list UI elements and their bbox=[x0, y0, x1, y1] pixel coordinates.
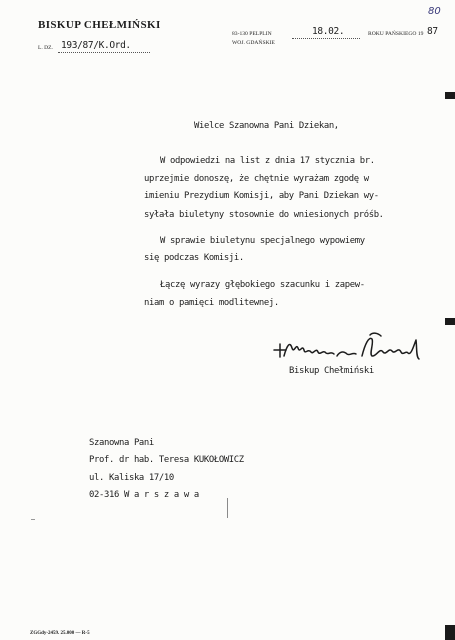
letterhead-place: 83-130 PELPLIN bbox=[232, 31, 272, 37]
body-line-6: się podczas Komisji. bbox=[144, 253, 244, 263]
address-line-2: Prof. dr hab. Teresa KUKOŁOWICZ bbox=[89, 455, 244, 465]
body-line-3: imieniu Prezydium Komisji, aby Pani Dziekan wy- bbox=[144, 191, 379, 201]
body-line-5: W sprawie biuletynu specjalnego wypowiemy bbox=[160, 236, 365, 246]
reference-prefix: L. DZ. bbox=[38, 45, 53, 51]
margin-note: 80 bbox=[428, 6, 441, 17]
footer-print-code: ZGGdy-2459. 25.000 — R-5 bbox=[30, 631, 90, 636]
address-line-4: 02-316 W a r s z a w a bbox=[89, 490, 199, 500]
body-line-7: Łączę wyrazy głębokiego szacunku i zapew- bbox=[160, 280, 365, 290]
year-label: ROKU PAŃSKIEGO 19 bbox=[368, 31, 424, 37]
body-line-2: uprzejmie donoszę, że chętnie wyrażam zgodę w bbox=[144, 174, 369, 184]
body-line-4: syłała biuletyny stosownie do wniesionych próśb. bbox=[144, 210, 384, 220]
reference-number: 193/87/K.Ord. bbox=[61, 40, 131, 51]
fold-mark-horizontal bbox=[31, 519, 35, 520]
reference-dotted-line bbox=[58, 52, 150, 53]
scan-edge-mid bbox=[445, 318, 455, 325]
signatory-title: Biskup Chełmiński bbox=[289, 366, 374, 376]
scan-edge-bottom bbox=[445, 625, 455, 640]
letter-year: 87 bbox=[427, 26, 438, 37]
fold-mark-vertical bbox=[227, 498, 228, 518]
letter-date: 18.02. bbox=[312, 26, 345, 37]
letterhead-region: WOJ. GDAŃSKIE bbox=[232, 40, 275, 46]
letterhead-sender: BISKUP CHEŁMIŃSKI bbox=[38, 19, 161, 31]
salutation: Wielce Szanowna Pani Dziekan, bbox=[194, 121, 339, 131]
address-line-3: ul. Kaliska 17/10 bbox=[89, 473, 174, 483]
scan-edge-top bbox=[445, 92, 455, 99]
body-line-1: W odpowiedzi na list z dnia 17 stycznia br. bbox=[160, 156, 375, 166]
date-dotted-line bbox=[292, 38, 360, 39]
body-line-8: niam o pamięci modlitewnej. bbox=[144, 298, 279, 308]
address-line-1: Szanowna Pani bbox=[89, 438, 154, 448]
